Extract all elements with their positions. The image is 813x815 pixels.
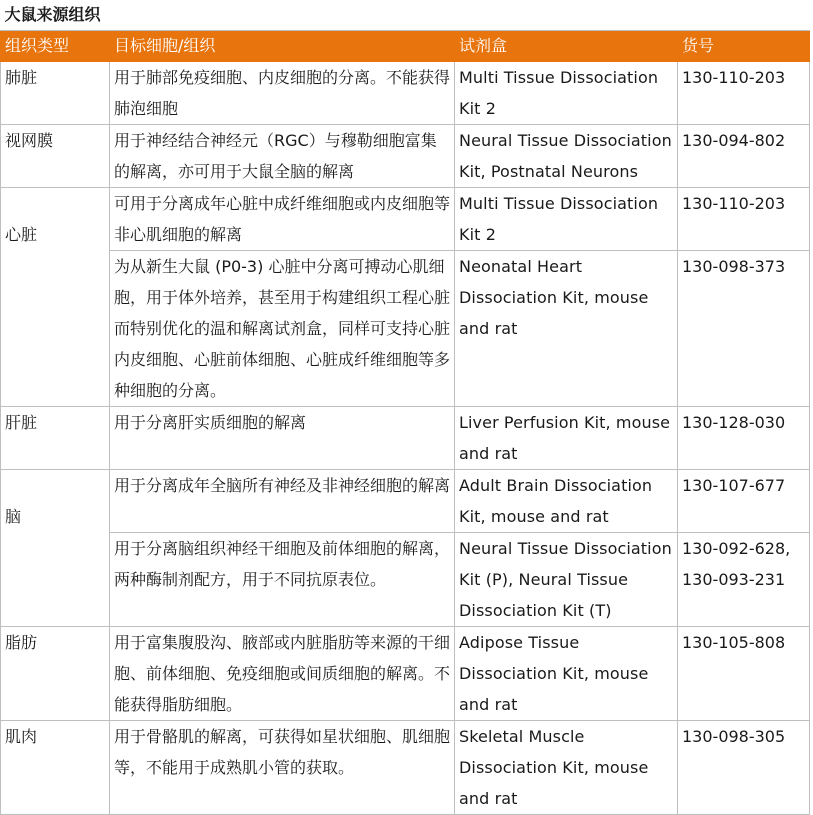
code-cell: 130-098-373: [678, 251, 810, 407]
tissue-cell: 心脏: [1, 188, 110, 407]
kit-cell: Liver Perfusion Kit, mouse and rat: [455, 407, 678, 470]
kit-cell: Multi Tissue Dissociation Kit 2: [455, 188, 678, 251]
table-row: [1, 125, 810, 188]
table-row: [1, 188, 810, 251]
tissue-cell: 肝脏: [1, 407, 110, 470]
table-row: [1, 533, 810, 627]
tissue-cell: 肌肉: [1, 721, 110, 815]
code-cell: 130-105-808: [678, 627, 810, 721]
kit-cell: Skeletal Muscle Dissociation Kit, mouse and rat: [455, 721, 678, 815]
table-row: [1, 407, 810, 470]
tissue-cell: 脑: [1, 470, 110, 627]
target-cell: 用于骨骼肌的解离，可获得如星状细胞、肌细胞等，不能用于成熟肌小管的获取。: [110, 721, 455, 815]
kit-cell: Neural Tissue Dissociation Kit, Postnatal Neurons: [455, 125, 678, 188]
code-cell: 130-128-030: [678, 407, 810, 470]
header-target: 目标细胞/组织: [110, 31, 455, 62]
table-row: [1, 627, 810, 721]
code-cell: 130-110-203: [678, 188, 810, 251]
tissue-cell: 脂肪: [1, 627, 110, 721]
code-cell: 130-107-677: [678, 470, 810, 533]
kit-cell: Neonatal Heart Dissociation Kit, mouse and rat: [455, 251, 678, 407]
target-cell: 用于分离脑组织神经干细胞及前体细胞的解离，两种酶制剂配方，用于不同抗原表位。: [110, 533, 455, 627]
table-row: [1, 470, 810, 533]
table-title: 大鼠来源组织: [1, 0, 810, 31]
target-cell: 用于富集腹股沟、腋部或内脏脂肪等来源的干细胞、前体细胞、免疫细胞或间质细胞的解离。不能获得脂肪细胞。: [110, 627, 455, 721]
kit-cell: Multi Tissue Dissociation Kit 2: [455, 62, 678, 125]
table-row: [1, 721, 810, 815]
code-cell: 130-110-203: [678, 62, 810, 125]
code-cell: 130-092-628, 130-093-231: [678, 533, 810, 627]
target-cell: 用于肺部免疫细胞、内皮细胞的分离。不能获得肺泡细胞: [110, 62, 455, 125]
kit-cell: Neural Tissue Dissociation Kit (P), Neural Tissue Dissociation Kit (T): [455, 533, 678, 627]
tissue-cell: 视网膜: [1, 125, 110, 188]
table-row: [1, 62, 810, 125]
target-cell: 可用于分离成年心脏中成纤维细胞或内皮细胞等非心肌细胞的解离: [110, 188, 455, 251]
table-row: [1, 251, 810, 407]
kit-cell: Adult Brain Dissociation Kit, mouse and rat: [455, 470, 678, 533]
target-cell: 为从新生大鼠 (P0-3) 心脏中分离可搏动心肌细胞，用于体外培养，甚至用于构建组织工程心脏而特别优化的温和解离试剂盒，同样可支持心脏内皮细胞、心脏前体细胞、心脏成纤维细胞等多种细胞的分离。: [110, 251, 455, 407]
header-row: [1, 31, 810, 62]
code-cell: 130-094-802: [678, 125, 810, 188]
target-cell: 用于分离肝实质细胞的解离: [110, 407, 455, 470]
target-cell: 用于神经结合神经元（RGC）与穆勒细胞富集的解离，亦可用于大鼠全脑的解离: [110, 125, 455, 188]
target-cell: 用于分离成年全脑所有神经及非神经细胞的解离: [110, 470, 455, 533]
header-tissue: 组织类型: [1, 31, 110, 62]
header-code: 货号: [678, 31, 810, 62]
code-cell: 130-098-305: [678, 721, 810, 815]
kit-cell: Adipose Tissue Dissociation Kit, mouse and rat: [455, 627, 678, 721]
header-kit: 试剂盒: [455, 31, 678, 62]
tissue-cell: 肺脏: [1, 62, 110, 125]
